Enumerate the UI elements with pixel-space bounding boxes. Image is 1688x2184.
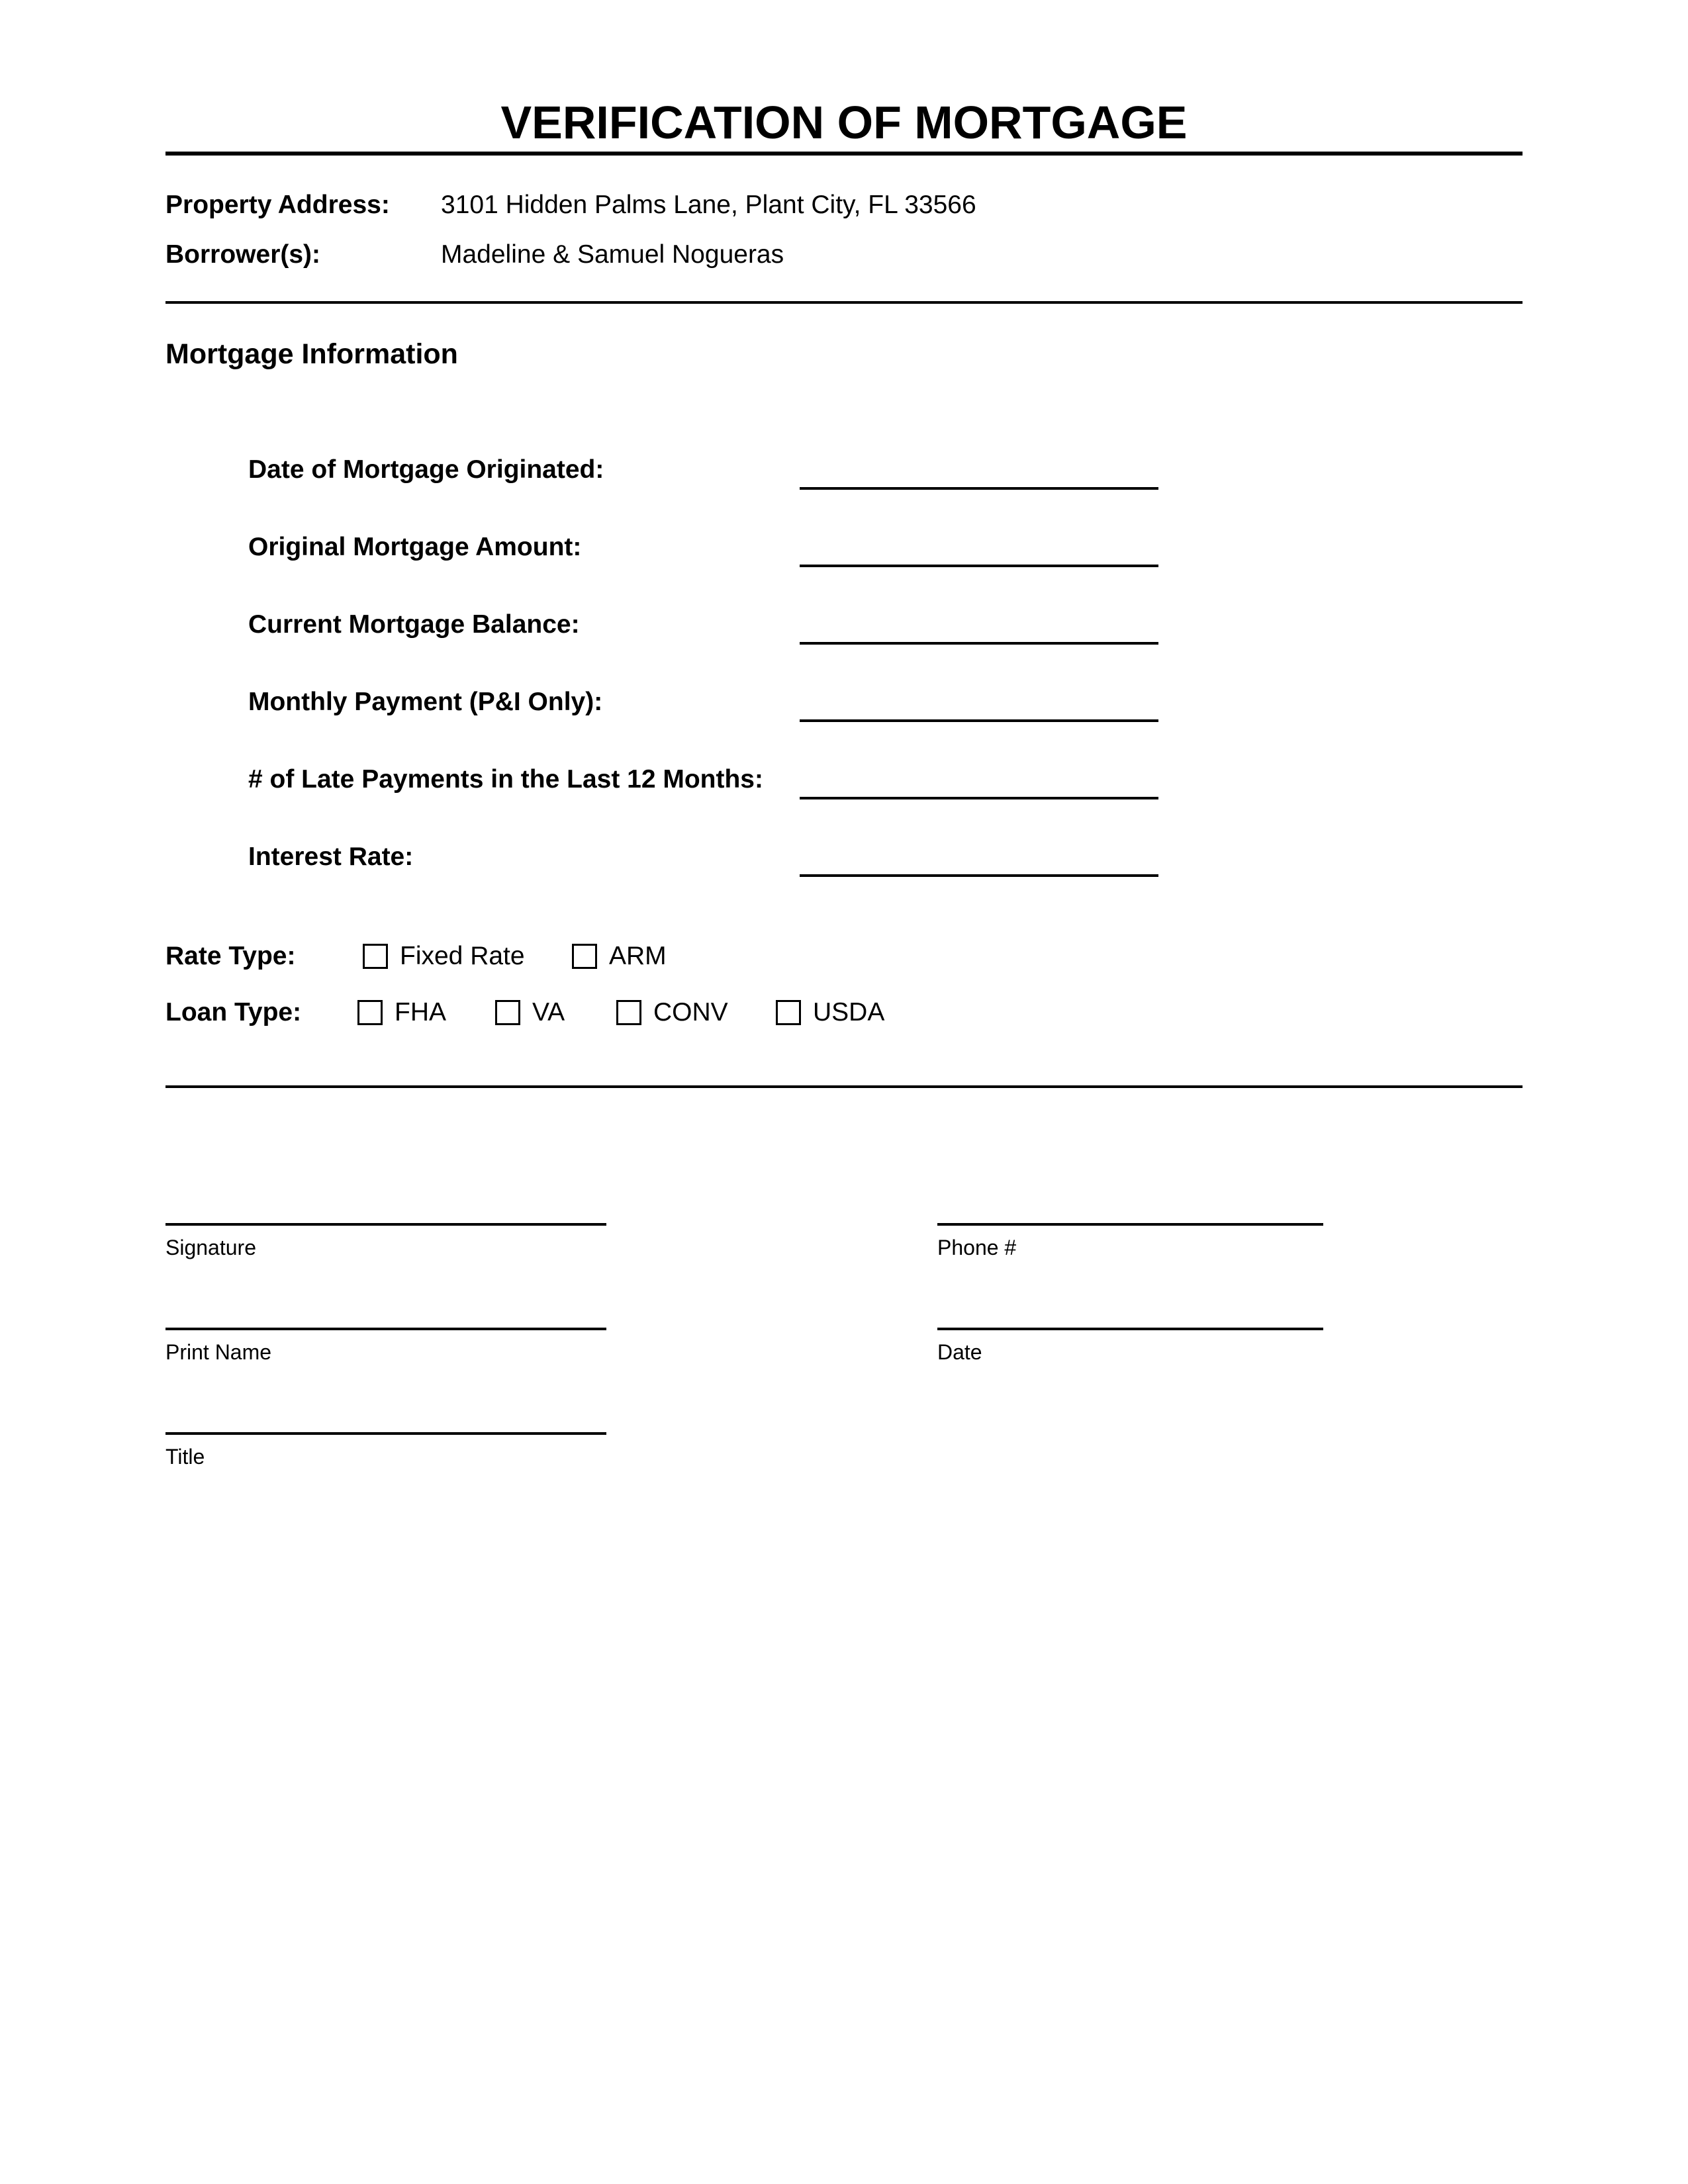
current-balance-blank[interactable] bbox=[800, 642, 1158, 645]
checkbox-label: CONV bbox=[653, 998, 728, 1026]
loan-type-row bbox=[165, 993, 1092, 1032]
interest-rate-blank[interactable] bbox=[800, 874, 1158, 877]
date-field bbox=[937, 1328, 1323, 1381]
signature-line[interactable] bbox=[165, 1223, 606, 1226]
borrowers-row bbox=[165, 235, 1523, 275]
fixed-rate-checkbox[interactable] bbox=[363, 944, 388, 969]
property-address-label: Property Address: bbox=[165, 191, 390, 219]
date-line[interactable] bbox=[937, 1328, 1323, 1330]
checkbox-label: FHA bbox=[395, 998, 446, 1026]
print-name-label: Print Name bbox=[165, 1340, 272, 1364]
title-divider bbox=[165, 152, 1523, 156]
field-label: Interest Rate: bbox=[248, 842, 414, 871]
print-name-field bbox=[165, 1328, 606, 1381]
rate-type-label: Rate Type: bbox=[165, 942, 296, 970]
late-payments-blank[interactable] bbox=[800, 797, 1158, 799]
field-label: Monthly Payment (P&I Only): bbox=[248, 688, 603, 716]
monthly-payment-blank[interactable] bbox=[800, 719, 1158, 722]
field-label: Date of Mortgage Originated: bbox=[248, 455, 604, 484]
field-current-balance bbox=[248, 605, 1162, 658]
phone-line[interactable] bbox=[937, 1223, 1323, 1226]
checkbox-label: Fixed Rate bbox=[400, 942, 525, 970]
section-divider bbox=[165, 1085, 1523, 1088]
date-originated-blank[interactable] bbox=[800, 487, 1158, 490]
original-amount-blank[interactable] bbox=[800, 565, 1158, 567]
rate-type-row bbox=[165, 936, 1092, 976]
field-interest-rate bbox=[248, 837, 1162, 890]
field-monthly-payment bbox=[248, 682, 1162, 735]
rate-type-fixed-option[interactable] bbox=[363, 936, 525, 976]
phone-label: Phone # bbox=[937, 1236, 1017, 1259]
print-name-line[interactable] bbox=[165, 1328, 606, 1330]
signature-field bbox=[165, 1223, 606, 1276]
conv-checkbox[interactable] bbox=[616, 1000, 641, 1025]
property-address-row bbox=[165, 185, 1523, 225]
fha-checkbox[interactable] bbox=[357, 1000, 383, 1025]
signature-label: Signature bbox=[165, 1236, 256, 1259]
field-label: Current Mortgage Balance: bbox=[248, 610, 580, 639]
title-line[interactable] bbox=[165, 1432, 606, 1435]
loan-type-usda-option[interactable] bbox=[776, 993, 884, 1032]
field-late-payments bbox=[248, 760, 1162, 813]
field-label: # of Late Payments in the Last 12 Months: bbox=[248, 765, 763, 794]
field-date-originated bbox=[248, 450, 1162, 503]
loan-type-label: Loan Type: bbox=[165, 998, 302, 1026]
loan-type-conv-option[interactable] bbox=[616, 993, 728, 1032]
borrowers-label: Borrower(s): bbox=[165, 240, 321, 269]
rate-type-arm-option[interactable] bbox=[572, 936, 667, 976]
loan-type-va-option[interactable] bbox=[495, 993, 565, 1032]
mortgage-information-heading: Mortgage Information bbox=[165, 338, 458, 370]
property-address-value: 3101 Hidden Palms Lane, Plant City, FL 33566 bbox=[441, 191, 976, 219]
phone-field bbox=[937, 1223, 1323, 1276]
header-divider bbox=[165, 301, 1523, 304]
field-original-amount bbox=[248, 527, 1162, 580]
arm-checkbox[interactable] bbox=[572, 944, 597, 969]
checkbox-label: VA bbox=[532, 998, 565, 1026]
borrowers-value: Madeline & Samuel Nogueras bbox=[441, 240, 784, 269]
checkbox-label: USDA bbox=[813, 998, 885, 1026]
document-title: VERIFICATION OF MORTGAGE bbox=[500, 97, 1188, 148]
va-checkbox[interactable] bbox=[495, 1000, 520, 1025]
field-label: Original Mortgage Amount: bbox=[248, 533, 582, 561]
title-field bbox=[165, 1432, 606, 1485]
loan-type-fha-option[interactable] bbox=[357, 993, 446, 1032]
date-label: Date bbox=[937, 1340, 982, 1364]
title-label: Title bbox=[165, 1445, 205, 1469]
checkbox-label: ARM bbox=[609, 942, 667, 970]
usda-checkbox[interactable] bbox=[776, 1000, 801, 1025]
